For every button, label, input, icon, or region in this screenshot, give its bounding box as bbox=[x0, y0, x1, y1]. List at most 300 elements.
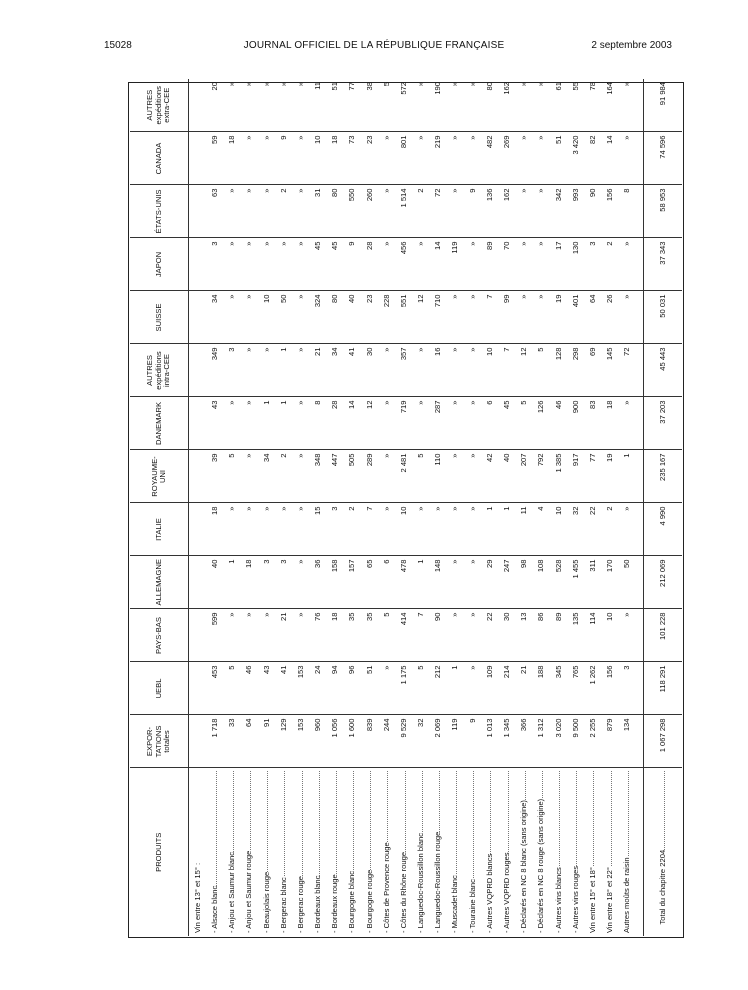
value-cell: 41 bbox=[275, 662, 292, 715]
value-cell: 1 514 bbox=[395, 185, 412, 238]
value-cell: 482 bbox=[481, 132, 498, 185]
value-cell: 94 bbox=[327, 662, 344, 715]
table-header-row bbox=[130, 79, 189, 936]
table-row bbox=[550, 79, 567, 936]
value-cell: » bbox=[378, 132, 395, 185]
value-cell bbox=[189, 715, 207, 768]
value-cell: 18 bbox=[206, 503, 223, 556]
value-cell: 128 bbox=[550, 344, 567, 397]
value-cell: 1 175 bbox=[395, 662, 412, 715]
value-cell: 19 bbox=[601, 450, 618, 503]
value-cell: 64 bbox=[241, 715, 258, 768]
value-cell: 70 bbox=[498, 238, 515, 291]
value-cell: 157 bbox=[344, 556, 361, 609]
value-cell: » bbox=[447, 344, 464, 397]
value-cell: 18 bbox=[241, 556, 258, 609]
value-cell: 1 bbox=[223, 556, 240, 609]
value-cell: » bbox=[515, 238, 532, 291]
rotated-table-container bbox=[130, 84, 682, 936]
value-cell: » bbox=[464, 132, 481, 185]
value-cell: » bbox=[515, 185, 532, 238]
value-cell: » bbox=[378, 503, 395, 556]
value-cell: 9 bbox=[275, 132, 292, 185]
value-cell: 324 bbox=[309, 291, 326, 344]
product-label: - Languedoc-Roussillon blanc bbox=[412, 768, 429, 936]
spacer-row bbox=[636, 79, 644, 936]
value-cell: 348 bbox=[309, 450, 326, 503]
value-cell: 6 bbox=[481, 397, 498, 450]
value-cell: 64 bbox=[584, 291, 601, 344]
value-cell: » bbox=[241, 132, 258, 185]
value-cell: » bbox=[292, 238, 309, 291]
value-cell: 7 bbox=[498, 344, 515, 397]
value-cell: 219 bbox=[430, 132, 447, 185]
value-cell: 1 bbox=[258, 397, 275, 450]
value-cell: 30 bbox=[498, 609, 515, 662]
value-cell: 162 bbox=[498, 79, 515, 132]
value-cell: 599 bbox=[206, 609, 223, 662]
value-cell: 145 bbox=[601, 344, 618, 397]
value-cell: 1 bbox=[275, 344, 292, 397]
value-cell: » bbox=[223, 185, 240, 238]
value-cell: 73 bbox=[344, 132, 361, 185]
product-label: - Côtes du Rhône rouge bbox=[395, 768, 412, 936]
value-cell: » bbox=[292, 450, 309, 503]
value-cell: 9 500 bbox=[567, 715, 584, 768]
value-cell: 12 bbox=[412, 291, 429, 344]
value-cell: » bbox=[515, 132, 532, 185]
value-cell bbox=[189, 238, 207, 291]
value-cell: » bbox=[378, 238, 395, 291]
value-cell: » bbox=[258, 609, 275, 662]
product-label: - Muscadet blanc bbox=[447, 768, 464, 936]
product-label: - Alsace blanc bbox=[206, 768, 223, 936]
column-header: PRODUITS bbox=[130, 768, 189, 936]
value-cell: » bbox=[447, 185, 464, 238]
value-cell: 1 056 bbox=[327, 715, 344, 768]
value-cell: 5 bbox=[515, 397, 532, 450]
value-cell: » bbox=[223, 291, 240, 344]
value-cell: 3 bbox=[275, 556, 292, 609]
product-label: - Autres vins rouges bbox=[567, 768, 584, 936]
value-cell: 96 bbox=[344, 662, 361, 715]
value-cell bbox=[189, 609, 207, 662]
value-cell: » bbox=[447, 291, 464, 344]
value-cell: 69 bbox=[584, 344, 601, 397]
total-value-cell: 74 596 bbox=[644, 132, 682, 185]
value-cell: 3 bbox=[327, 503, 344, 556]
value-cell: 17 bbox=[550, 238, 567, 291]
value-cell: 50 bbox=[618, 556, 635, 609]
value-cell: 879 bbox=[601, 715, 618, 768]
value-cell: 42 bbox=[481, 450, 498, 503]
value-cell: 2 069 bbox=[430, 715, 447, 768]
value-cell: 162 bbox=[498, 185, 515, 238]
value-cell: 414 bbox=[395, 609, 412, 662]
value-cell: 839 bbox=[361, 715, 378, 768]
value-cell: 3 bbox=[258, 556, 275, 609]
product-label: - Bourgogne blanc bbox=[344, 768, 361, 936]
value-cell: 3 bbox=[618, 662, 635, 715]
total-value-cell: 118 291 bbox=[644, 662, 682, 715]
value-cell: » bbox=[533, 291, 550, 344]
column-header: ÉTATS-UNIS bbox=[130, 185, 189, 238]
value-cell: 108 bbox=[533, 556, 550, 609]
value-cell: » bbox=[378, 344, 395, 397]
value-cell: 188 bbox=[533, 662, 550, 715]
value-cell: » bbox=[241, 450, 258, 503]
page-header bbox=[0, 38, 748, 58]
value-cell: 9 bbox=[344, 238, 361, 291]
value-cell: 109 bbox=[481, 662, 498, 715]
column-header: DANEMARK bbox=[130, 397, 189, 450]
value-cell: 80 bbox=[327, 291, 344, 344]
value-cell: 456 bbox=[395, 238, 412, 291]
value-cell: 39 bbox=[206, 450, 223, 503]
value-cell: » bbox=[464, 238, 481, 291]
value-cell: » bbox=[241, 397, 258, 450]
value-cell: 34 bbox=[206, 291, 223, 344]
value-cell: » bbox=[464, 344, 481, 397]
value-cell: 342 bbox=[550, 185, 567, 238]
value-cell: 11 bbox=[515, 503, 532, 556]
value-cell: » bbox=[292, 291, 309, 344]
column-header: CANADA bbox=[130, 132, 189, 185]
value-cell: 366 bbox=[515, 715, 532, 768]
page-number: 15028 bbox=[104, 40, 132, 51]
value-cell: 11 bbox=[309, 79, 326, 132]
value-cell: 1 262 bbox=[584, 662, 601, 715]
value-cell: 7 bbox=[361, 503, 378, 556]
value-cell: 1 bbox=[447, 662, 464, 715]
value-cell: » bbox=[241, 291, 258, 344]
value-cell: » bbox=[464, 662, 481, 715]
value-cell: 98 bbox=[515, 556, 532, 609]
value-cell: » bbox=[412, 79, 429, 132]
value-cell: 710 bbox=[430, 291, 447, 344]
value-cell: 130 bbox=[567, 238, 584, 291]
value-cell: 65 bbox=[361, 556, 378, 609]
value-cell: » bbox=[241, 344, 258, 397]
product-label: - Beaujolais rouge bbox=[258, 768, 275, 936]
product-label: Autres moûts de raisin bbox=[618, 768, 635, 936]
value-cell: » bbox=[258, 132, 275, 185]
value-cell: 3 020 bbox=[550, 715, 567, 768]
value-cell: 765 bbox=[567, 662, 584, 715]
value-cell: 40 bbox=[498, 450, 515, 503]
value-cell: 135 bbox=[567, 609, 584, 662]
table-row bbox=[430, 79, 447, 936]
value-cell: 801 bbox=[395, 132, 412, 185]
value-cell: 3 420 bbox=[567, 132, 584, 185]
table-row bbox=[481, 79, 498, 936]
value-cell: 505 bbox=[344, 450, 361, 503]
table-row bbox=[412, 79, 429, 936]
value-cell: » bbox=[533, 238, 550, 291]
value-cell: 1 bbox=[481, 503, 498, 556]
value-cell: 129 bbox=[275, 715, 292, 768]
table-row bbox=[361, 79, 378, 936]
value-cell: 5 bbox=[412, 662, 429, 715]
value-cell bbox=[189, 503, 207, 556]
column-header: SUISSE bbox=[130, 291, 189, 344]
product-label: - Anjou et Saumur rouge bbox=[241, 768, 258, 936]
table-row bbox=[344, 79, 361, 936]
value-cell: 86 bbox=[533, 609, 550, 662]
value-cell: 46 bbox=[241, 662, 258, 715]
value-cell: 153 bbox=[292, 662, 309, 715]
value-cell: 134 bbox=[618, 715, 635, 768]
table-row bbox=[395, 79, 412, 936]
table-row bbox=[327, 79, 344, 936]
value-cell: 453 bbox=[206, 662, 223, 715]
value-cell: 158 bbox=[327, 556, 344, 609]
value-cell: 5 bbox=[378, 79, 395, 132]
value-cell: » bbox=[275, 79, 292, 132]
value-cell: 46 bbox=[550, 397, 567, 450]
value-cell: 156 bbox=[601, 662, 618, 715]
value-cell: 51 bbox=[361, 662, 378, 715]
value-cell: 32 bbox=[412, 715, 429, 768]
value-cell: » bbox=[464, 556, 481, 609]
product-label: - Bordeaux rouge bbox=[327, 768, 344, 936]
column-header: JAPON bbox=[130, 238, 189, 291]
value-cell: 50 bbox=[275, 291, 292, 344]
table-row bbox=[378, 79, 395, 936]
value-cell: » bbox=[378, 397, 395, 450]
value-cell: » bbox=[447, 556, 464, 609]
product-label: - Bordeaux blanc bbox=[309, 768, 326, 936]
value-cell: 51 bbox=[550, 132, 567, 185]
value-cell: 5 bbox=[223, 450, 240, 503]
value-cell: 89 bbox=[481, 238, 498, 291]
value-cell: » bbox=[464, 397, 481, 450]
value-cell: 45 bbox=[327, 238, 344, 291]
value-cell: 2 255 bbox=[584, 715, 601, 768]
value-cell: 7 bbox=[412, 609, 429, 662]
column-header: ROYAUME-UNI bbox=[130, 450, 189, 503]
value-cell: 36 bbox=[309, 556, 326, 609]
value-cell bbox=[189, 662, 207, 715]
product-label: - Autres VQPRD blancs bbox=[481, 768, 498, 936]
value-cell: 55 bbox=[567, 79, 584, 132]
value-cell: 89 bbox=[550, 609, 567, 662]
value-cell: 550 bbox=[344, 185, 361, 238]
product-label: - Touraine blanc bbox=[464, 768, 481, 936]
value-cell: 1 bbox=[275, 397, 292, 450]
value-cell: 156 bbox=[601, 185, 618, 238]
product-label: - Autres VQPRD rouges bbox=[498, 768, 515, 936]
table-row bbox=[567, 79, 584, 936]
column-header: ITALIE bbox=[130, 503, 189, 556]
table-row bbox=[258, 79, 275, 936]
value-cell: 2 bbox=[275, 450, 292, 503]
value-cell: » bbox=[292, 556, 309, 609]
value-cell: 289 bbox=[361, 450, 378, 503]
table-row bbox=[241, 79, 258, 936]
value-cell: 551 bbox=[395, 291, 412, 344]
value-cell: 32 bbox=[567, 503, 584, 556]
table-row bbox=[601, 79, 618, 936]
value-cell: 34 bbox=[327, 344, 344, 397]
value-cell: » bbox=[464, 79, 481, 132]
table-row bbox=[275, 79, 292, 936]
value-cell: » bbox=[464, 503, 481, 556]
value-cell: 5 bbox=[412, 450, 429, 503]
product-label: - Anjou et Saumur blanc bbox=[223, 768, 240, 936]
value-cell: 10 bbox=[395, 503, 412, 556]
value-cell: 21 bbox=[515, 662, 532, 715]
value-cell: » bbox=[412, 344, 429, 397]
value-cell: » bbox=[464, 450, 481, 503]
table-row bbox=[189, 79, 207, 936]
issue-date: 2 septembre 2003 bbox=[591, 40, 672, 51]
value-cell: 18 bbox=[601, 397, 618, 450]
value-cell: 214 bbox=[498, 662, 515, 715]
value-cell: 960 bbox=[309, 715, 326, 768]
value-cell: 1 bbox=[618, 450, 635, 503]
value-cell: 1 718 bbox=[206, 715, 223, 768]
value-cell: 8 bbox=[618, 185, 635, 238]
total-value-cell: 37 343 bbox=[644, 238, 682, 291]
value-cell: 43 bbox=[206, 397, 223, 450]
value-cell: 136 bbox=[481, 185, 498, 238]
value-cell: 40 bbox=[344, 291, 361, 344]
value-cell: » bbox=[447, 450, 464, 503]
total-value-cell: 91 984 bbox=[644, 79, 682, 132]
value-cell: 2 bbox=[412, 185, 429, 238]
value-cell: 34 bbox=[258, 450, 275, 503]
value-cell: 9 bbox=[464, 715, 481, 768]
value-cell: 311 bbox=[584, 556, 601, 609]
value-cell: 170 bbox=[601, 556, 618, 609]
value-cell: » bbox=[258, 503, 275, 556]
table-row bbox=[309, 79, 326, 936]
product-label: - Déclarés en NC 8 rouge (sans origine) bbox=[533, 768, 550, 936]
value-cell: 9 bbox=[464, 185, 481, 238]
value-cell bbox=[189, 132, 207, 185]
export-table bbox=[130, 79, 682, 936]
column-header: EXPOR-TATIONS totales bbox=[130, 715, 189, 768]
value-cell: 23 bbox=[361, 132, 378, 185]
value-cell: » bbox=[292, 79, 309, 132]
value-cell: » bbox=[412, 132, 429, 185]
value-cell: » bbox=[223, 503, 240, 556]
value-cell: » bbox=[258, 79, 275, 132]
value-cell: 2 481 bbox=[395, 450, 412, 503]
value-cell: 76 bbox=[309, 609, 326, 662]
table-row bbox=[206, 79, 223, 936]
value-cell: 2 bbox=[601, 503, 618, 556]
value-cell bbox=[189, 291, 207, 344]
value-cell: 14 bbox=[601, 132, 618, 185]
value-cell: 80 bbox=[481, 79, 498, 132]
table-row bbox=[584, 79, 601, 936]
value-cell: 478 bbox=[395, 556, 412, 609]
value-cell: 447 bbox=[327, 450, 344, 503]
value-cell: 35 bbox=[344, 609, 361, 662]
value-cell: 5 bbox=[378, 609, 395, 662]
table-row bbox=[447, 79, 464, 936]
value-cell: 90 bbox=[430, 609, 447, 662]
value-cell: 1 600 bbox=[344, 715, 361, 768]
value-cell: 900 bbox=[567, 397, 584, 450]
total-value-cell: 1 067 298 bbox=[644, 715, 682, 768]
value-cell: » bbox=[618, 503, 635, 556]
value-cell: 99 bbox=[498, 291, 515, 344]
value-cell: 12 bbox=[361, 397, 378, 450]
value-cell: 18 bbox=[223, 132, 240, 185]
value-cell: » bbox=[447, 609, 464, 662]
value-cell: 1 385 bbox=[550, 450, 567, 503]
value-cell: » bbox=[378, 662, 395, 715]
product-label: Vin entre 18° et 22° bbox=[601, 768, 618, 936]
value-cell: 33 bbox=[223, 715, 240, 768]
column-header: PAYS-BAS bbox=[130, 609, 189, 662]
value-cell: 10 bbox=[601, 609, 618, 662]
value-cell: » bbox=[515, 291, 532, 344]
value-cell: 260 bbox=[361, 185, 378, 238]
product-label: - Bourgogne rouge bbox=[361, 768, 378, 936]
journal-title: JOURNAL OFFICIEL DE LA RÉPUBLIQUE FRANÇAISE bbox=[243, 40, 505, 51]
value-cell: 72 bbox=[430, 185, 447, 238]
value-cell: » bbox=[258, 185, 275, 238]
total-value-cell: 58 953 bbox=[644, 185, 682, 238]
table-row bbox=[618, 79, 635, 936]
value-cell: » bbox=[464, 609, 481, 662]
value-cell bbox=[189, 79, 207, 132]
value-cell: 164 bbox=[601, 79, 618, 132]
value-cell: 14 bbox=[430, 238, 447, 291]
value-cell: 1 013 bbox=[481, 715, 498, 768]
value-cell: 3 bbox=[223, 344, 240, 397]
value-cell: 345 bbox=[550, 662, 567, 715]
column-header: ALLEMAGNE bbox=[130, 556, 189, 609]
value-cell: 2 bbox=[344, 503, 361, 556]
table-row bbox=[498, 79, 515, 936]
product-label: - Déclarés en NC 8 blanc (sans origine) bbox=[515, 768, 532, 936]
value-cell: 7 bbox=[481, 291, 498, 344]
product-label: - Bergerac rouge bbox=[292, 768, 309, 936]
value-cell: 126 bbox=[533, 397, 550, 450]
total-value-cell: 45 443 bbox=[644, 344, 682, 397]
value-cell: 10 bbox=[309, 132, 326, 185]
product-label: - Côtes de Provence rouge bbox=[378, 768, 395, 936]
value-cell: 207 bbox=[515, 450, 532, 503]
value-cell: 63 bbox=[206, 185, 223, 238]
value-cell: 26 bbox=[601, 291, 618, 344]
value-cell: 993 bbox=[567, 185, 584, 238]
value-cell: 1 345 bbox=[498, 715, 515, 768]
value-cell: 228 bbox=[378, 291, 395, 344]
value-cell: 298 bbox=[567, 344, 584, 397]
value-cell: 287 bbox=[430, 397, 447, 450]
value-cell: » bbox=[275, 238, 292, 291]
value-cell: » bbox=[241, 185, 258, 238]
value-cell: » bbox=[618, 291, 635, 344]
product-label: - Autres vins blancs bbox=[550, 768, 567, 936]
value-cell: 5 bbox=[533, 344, 550, 397]
value-cell: 357 bbox=[395, 344, 412, 397]
value-cell: 9 529 bbox=[395, 715, 412, 768]
value-cell: 28 bbox=[327, 397, 344, 450]
value-cell: 2 bbox=[601, 238, 618, 291]
table-row bbox=[464, 79, 481, 936]
value-cell: » bbox=[618, 132, 635, 185]
value-cell: 77 bbox=[584, 450, 601, 503]
value-cell: 80 bbox=[327, 185, 344, 238]
value-cell: » bbox=[412, 503, 429, 556]
